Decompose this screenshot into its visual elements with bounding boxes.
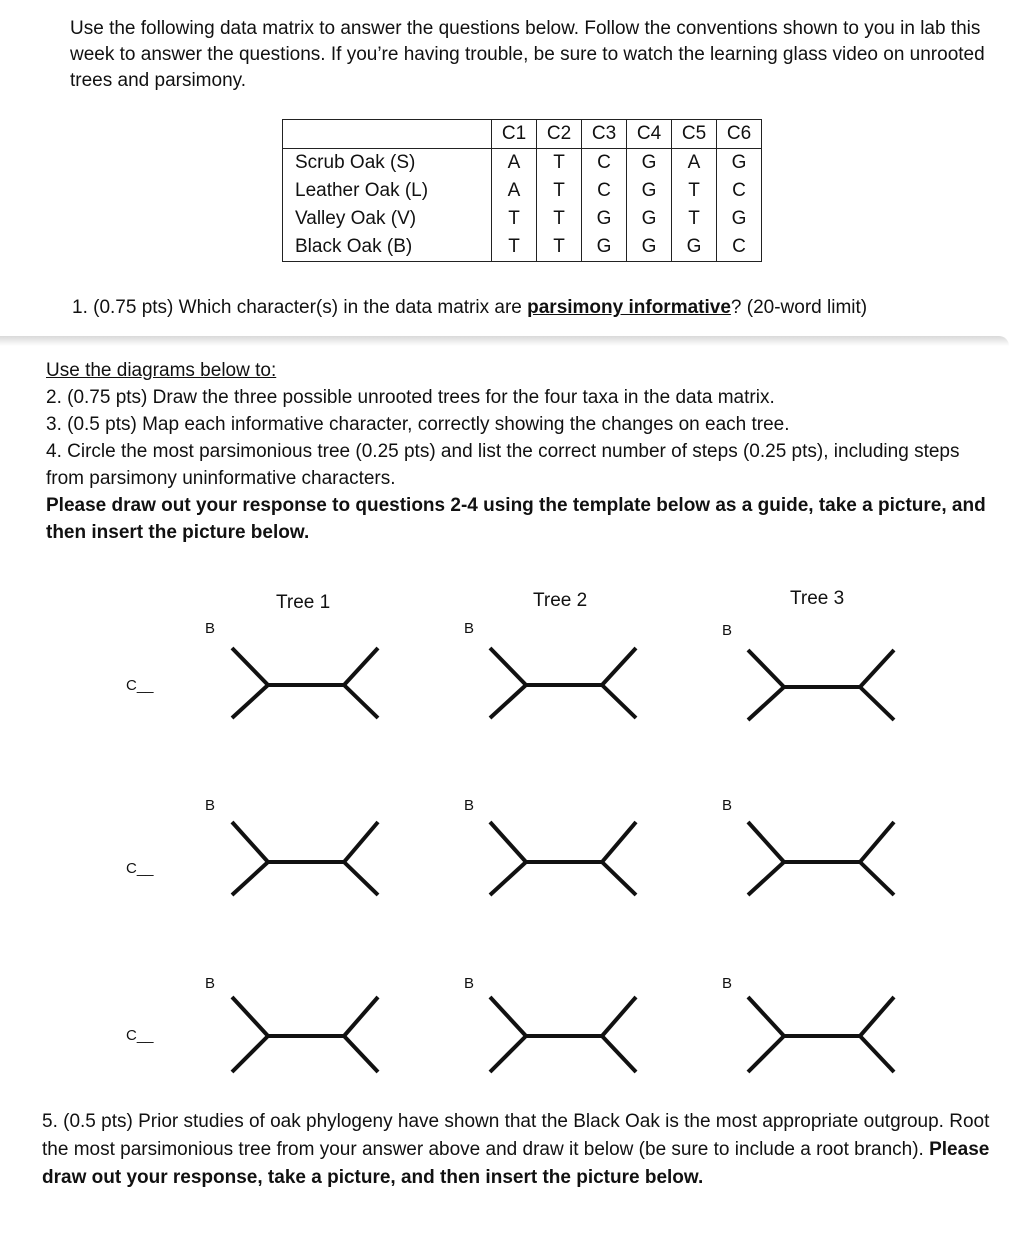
question-5 bbox=[42, 1108, 992, 1192]
b-label: B bbox=[205, 797, 216, 814]
tree-template-r2-c3 bbox=[748, 822, 894, 895]
matrix-cell: G bbox=[672, 233, 717, 262]
tree-2-title: Tree 2 bbox=[533, 590, 588, 611]
b-label: B bbox=[722, 622, 733, 639]
tree-template-r2-c2 bbox=[490, 822, 636, 895]
taxon-name: Valley Oak (V) bbox=[283, 205, 492, 233]
character-header: C6 bbox=[717, 120, 762, 149]
b-label: B bbox=[722, 797, 733, 814]
matrix-cell: G bbox=[627, 177, 672, 205]
intro-paragraph: Use the following data matrix to answer the questions below. Follow the conventions shown to you in lab this week to answer the questions. If you’re having trouble, be sure to watch the learning glass video on unrooted trees and parsimony. bbox=[70, 18, 985, 91]
b-label: B bbox=[464, 797, 475, 814]
b-label: B bbox=[205, 620, 216, 637]
b-label: B bbox=[205, 975, 216, 992]
character-header: C1 bbox=[492, 120, 537, 149]
c-label: C__ bbox=[126, 1027, 154, 1044]
tree-template-r3-c1 bbox=[232, 997, 378, 1072]
matrix-cell: G bbox=[582, 205, 627, 233]
character-header: C2 bbox=[537, 120, 582, 149]
character-header: C4 bbox=[627, 120, 672, 149]
matrix-cell: T bbox=[537, 205, 582, 233]
matrix-cell: G bbox=[627, 149, 672, 178]
matrix-row-leather-oak bbox=[283, 177, 762, 205]
matrix-cell: G bbox=[627, 205, 672, 233]
data-matrix bbox=[282, 119, 762, 262]
matrix-cell: C bbox=[717, 233, 762, 262]
tree-templates bbox=[0, 560, 1009, 1090]
taxon-name: Leather Oak (L) bbox=[283, 177, 492, 205]
question-1-suffix: ? (20-word limit) bbox=[730, 297, 868, 318]
question-1 bbox=[72, 297, 867, 319]
c-label: C__ bbox=[126, 860, 154, 877]
matrix-cell: G bbox=[717, 149, 762, 178]
character-header: C5 bbox=[672, 120, 717, 149]
matrix-cell: T bbox=[492, 233, 537, 262]
instructions-heading: Use the diagrams below to: bbox=[46, 360, 277, 381]
matrix-cell: T bbox=[672, 205, 717, 233]
c-label: C__ bbox=[126, 677, 154, 694]
tree-3-title: Tree 3 bbox=[790, 588, 845, 609]
question-1-text: 1. (0.75 pts) Which character(s) in the data matrix are bbox=[72, 297, 528, 318]
b-label: B bbox=[464, 620, 475, 637]
question-2: 2. (0.75 pts) Draw the three possible unrooted trees for the four taxa in the data matrix. bbox=[46, 387, 775, 408]
tree-template-r1-c1 bbox=[232, 648, 378, 718]
question-1-term: parsimony informative bbox=[527, 297, 731, 318]
matrix-cell: T bbox=[492, 205, 537, 233]
matrix-cell: T bbox=[537, 233, 582, 262]
page-divider bbox=[0, 336, 1009, 346]
tree-template-r1-c2 bbox=[490, 648, 636, 718]
matrix-row-scrub-oak bbox=[283, 149, 762, 178]
matrix-cell: C bbox=[582, 177, 627, 205]
question-4: 4. Circle the most parsimonious tree (0.25 pts) and list the correct number of steps (0.25 pts), including steps from parsimony uninformative characters. bbox=[46, 441, 960, 489]
matrix-cell: C bbox=[582, 149, 627, 178]
matrix-row-black-oak bbox=[283, 233, 762, 262]
tree-template-r1-c3 bbox=[748, 650, 894, 720]
matrix-header-row bbox=[283, 120, 762, 149]
tree-template-r3-c3 bbox=[748, 997, 894, 1072]
matrix-cell: T bbox=[537, 177, 582, 205]
instructions bbox=[46, 357, 991, 546]
character-header: C3 bbox=[582, 120, 627, 149]
matrix-cell: G bbox=[627, 233, 672, 262]
taxon-name: Black Oak (B) bbox=[283, 233, 492, 262]
matrix-cell: T bbox=[672, 177, 717, 205]
tree-template-r2-c1 bbox=[232, 822, 378, 895]
tree-1-title: Tree 1 bbox=[276, 592, 331, 613]
matrix-cell: G bbox=[717, 205, 762, 233]
b-label: B bbox=[464, 975, 475, 992]
matrix-cell: A bbox=[492, 149, 537, 178]
question-5-bold: Please draw out your response, take a picture, and then insert the picture below. bbox=[42, 1139, 990, 1188]
matrix-cell: A bbox=[492, 177, 537, 205]
question-5-text: 5. (0.5 pts) Prior studies of oak phylogeny have shown that the Black Oak is the most appropriate outgroup. Root the most parsimonious tree from your answer above and draw it below (be sure to include a root branch). bbox=[42, 1111, 990, 1160]
matrix-cell: G bbox=[582, 233, 627, 262]
matrix-cell: T bbox=[537, 149, 582, 178]
matrix-row-valley-oak bbox=[283, 205, 762, 233]
instructions-bold: Please draw out your response to questions 2-4 using the template below as a guide, take a picture, and then insert the picture below. bbox=[46, 495, 986, 543]
matrix-cell: C bbox=[717, 177, 762, 205]
matrix-cell: A bbox=[672, 149, 717, 178]
question-3: 3. (0.5 pts) Map each informative character, correctly showing the changes on each tree. bbox=[46, 414, 790, 435]
tree-template-r3-c2 bbox=[490, 997, 636, 1072]
b-label: B bbox=[722, 975, 733, 992]
matrix-corner bbox=[283, 120, 492, 149]
taxon-name: Scrub Oak (S) bbox=[283, 149, 492, 178]
